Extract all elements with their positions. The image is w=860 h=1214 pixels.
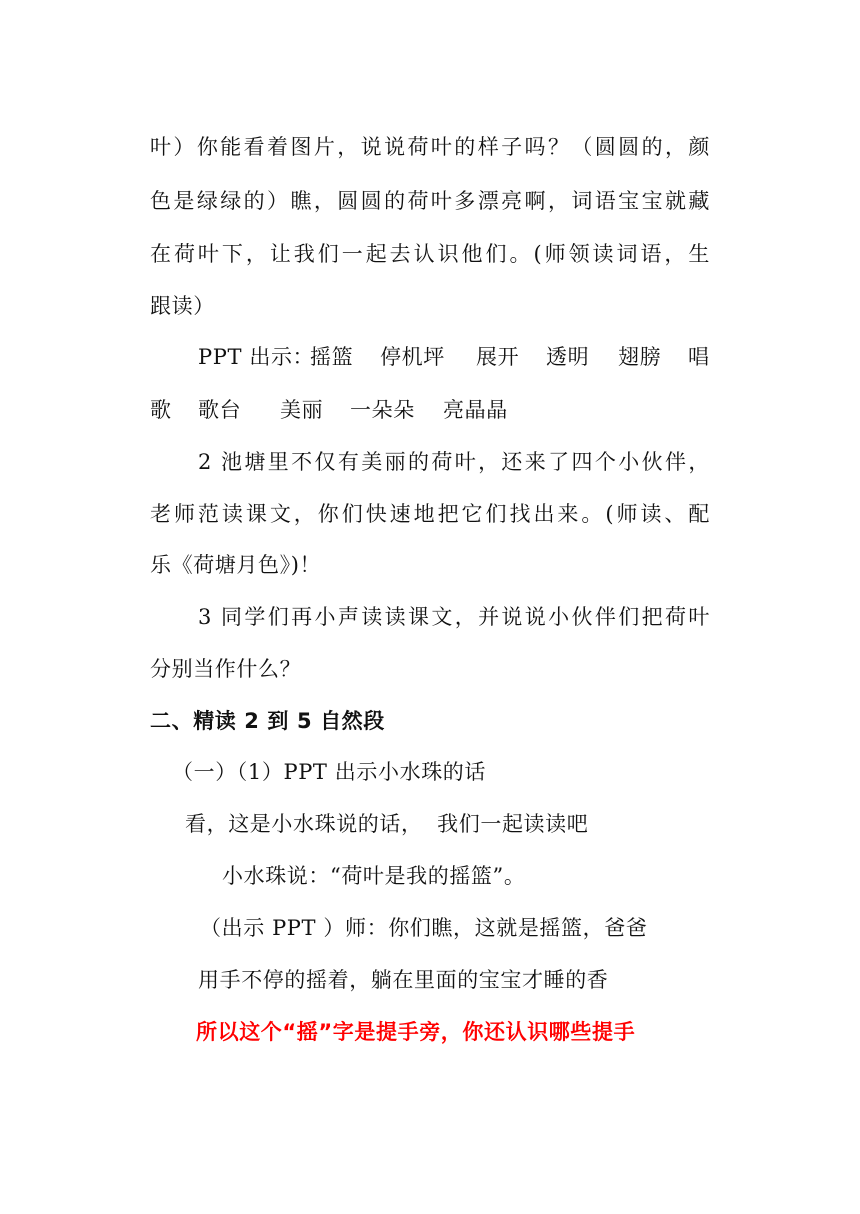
- vocab-word: 歌: [150, 398, 172, 422]
- ppt-words-line-2: [150, 396, 508, 424]
- vocab-word: 一朵朵: [350, 398, 415, 422]
- vocab-word: 翅膀: [618, 345, 662, 369]
- highlight-line: 所以这个“摇”字是提手旁，你还认识哪些提手: [196, 1020, 636, 1044]
- paragraph-leaf-line-2: 色是绿绿的）瞧，圆圆的荷叶多漂亮啊，词语宝宝就藏: [150, 189, 710, 213]
- paragraph-pond-line-1: 2 池塘里不仅有美丽的荷叶，还来了四个小伙伴，: [198, 450, 710, 474]
- vocab-word: 亮晶晶: [443, 398, 508, 422]
- paragraph-students-line-1: 3 同学们再小声读读课文，并说说小伙伴们把荷叶: [198, 605, 710, 629]
- paragraph-pond-line-2: 老师范读课文，你们快速地把它们找出来。(师读、配: [150, 502, 710, 526]
- ppt-words-line-1: [198, 343, 710, 371]
- ppt-prefix: PPT 出示：: [198, 345, 315, 369]
- vocab-word: 展开: [476, 345, 520, 369]
- vocab-word: 唱: [688, 345, 710, 369]
- teacher-line-2: 用手不停的摇着，躺在里面的宝宝才睡的香: [198, 968, 609, 992]
- look-line: 看，这是小水珠说的话， 我们一起读读吧: [185, 812, 589, 836]
- paragraph-leaf-line-3: 在荷叶下，让我们一起去认识他们。(师领读词语，生: [150, 242, 710, 266]
- vocab-word: 歌台: [198, 398, 242, 422]
- quote-line: 小水珠说：“荷叶是我的摇篮”。: [222, 864, 526, 888]
- vocab-word: 停机坪: [380, 345, 445, 369]
- sub-item-heading: （一）（1）PPT 出示小水珠的话: [172, 760, 487, 784]
- paragraph-pond-line-3: 乐《荷塘月色》)！: [150, 553, 322, 577]
- paragraph-leaf-line-4: 跟读）: [150, 294, 215, 318]
- vocab-word: 美丽: [280, 398, 324, 422]
- teacher-line-1: （出示 PPT ）师：你们瞧，这就是摇篮，爸爸: [200, 916, 648, 940]
- vocab-word: 透明: [546, 345, 590, 369]
- vocab-word: 摇篮: [310, 345, 354, 369]
- paragraph-students-line-2: 分别当作什么？: [150, 657, 302, 681]
- section-heading: 二、精读 2 到 5 自然段: [150, 709, 385, 733]
- paragraph-leaf-line-1: 叶）你能看着图片，说说荷叶的样子吗？（圆圆的，颜: [150, 135, 710, 159]
